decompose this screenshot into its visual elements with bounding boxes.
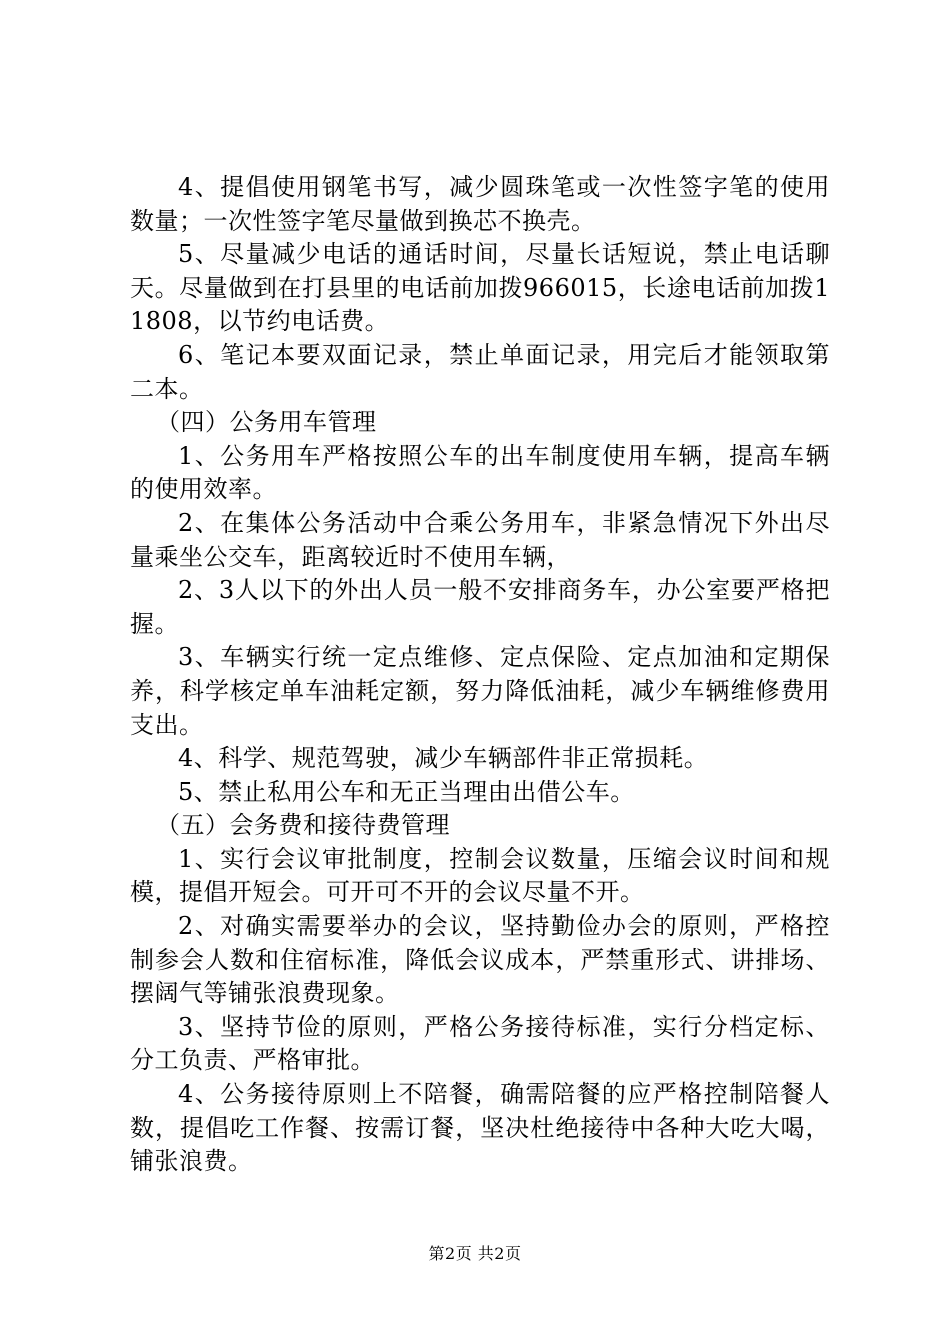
paragraph-maintenance: 3、车辆实行统一定点维修、定点保险、定点加油和定期保养，科学核定单车油耗定额，努力降低油耗，减少车辆维修费用支出。 bbox=[130, 643, 830, 739]
document-body bbox=[130, 171, 830, 1179]
page-number-footer: 第2页 共2页 bbox=[428, 1244, 522, 1263]
section-heading-vehicles: （四）公务用车管理 bbox=[156, 408, 377, 437]
section-heading-meetings: （五）会务费和接待费管理 bbox=[156, 811, 450, 840]
paragraph-pen-usage: 4、提倡使用钢笔书写，减少圆珠笔或一次性签字笔的使用数量；一次性签字笔尽量做到换芯不换壳。 bbox=[130, 173, 830, 235]
paragraph-meeting-frugal: 2、对确实需要举办的会议，坚持勤俭办会的原则，严格控制参会人数和住宿标准，降低会议成本，严禁重形式、讲排场、摆阔气等铺张浪费现象。 bbox=[130, 912, 830, 1008]
paragraph-reception-standard: 3、坚持节俭的原则，严格公务接待标准，实行分档定标、分工负责、严格审批。 bbox=[130, 1012, 830, 1075]
paragraph-business-car: 2、3人以下的外出人员一般不安排商务车，办公室要严格把握。 bbox=[130, 576, 830, 638]
paragraph-vehicle-rules: 1、公务用车严格按照公车的出车制度使用车辆，提高车辆的使用效率。 bbox=[130, 441, 830, 504]
paragraph-meeting-approval: 1、实行会议审批制度，控制会议数量，压缩会议时间和规模，提倡开短会。可开可不开的会议尽量不开。 bbox=[130, 844, 830, 907]
paragraph-reception-meals: 4、公务接待原则上不陪餐，确需陪餐的应严格控制陪餐人数，提倡吃工作餐、按需订餐，坚决杜绝接待中各种大吃大喝，铺张浪费。 bbox=[130, 1080, 830, 1176]
paragraph-phone-usage: 5、尽量减少电话的通话时间，尽量长话短说，禁止电话聊天。尽量做到在打县里的电话前加拨966015，长途电话前加拨11808，以节约电话费。 bbox=[130, 240, 830, 336]
paragraph-notebook: 6、笔记本要双面记录，禁止单面记录，用完后才能领取第二本。 bbox=[130, 340, 830, 403]
paragraph-carpool: 2、在集体公务活动中合乘公务用车，非紧急情况下外出尽量乘坐公交车，距离较近时不使用车辆， bbox=[130, 508, 830, 571]
paragraph-driving: 4、科学、规范驾驶，减少车辆部件非正常损耗。 bbox=[178, 744, 709, 773]
paragraph-private-use: 5、禁止私用公车和无正当理由出借公车。 bbox=[178, 777, 635, 806]
